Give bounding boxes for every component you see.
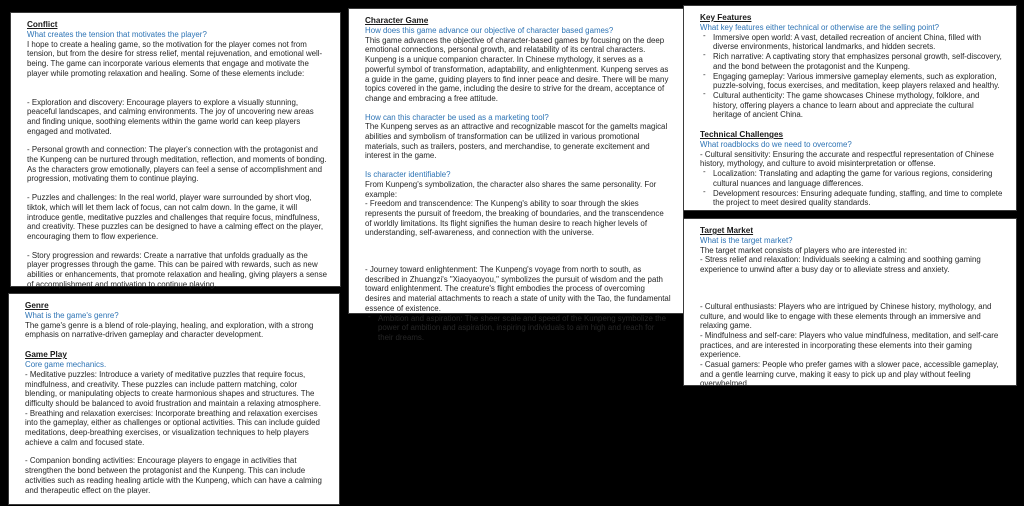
list-item-text: Engaging gameplay: Various immersive gameplay elements, such as exploration, puzzle-solving, focus exercises, and meditation, keep players relaxed and healthy. — [713, 71, 1000, 91]
section-title: Game Play — [25, 350, 67, 360]
spacer — [27, 136, 328, 145]
spacer — [27, 184, 328, 193]
text-box-key-features-technical-challenges[interactable] — [683, 5, 1017, 211]
paragraph: - Casual gamers: People who prefer games with a slower pace, accessible gameplay, and a gentle learning curve, making it easy to pick up and play without feeling overwhelmed. — [700, 360, 999, 389]
list-item — [700, 186, 1004, 208]
spacer — [27, 242, 328, 251]
list-item-text: Cultural authenticity: The game showcases Chinese mythology, folklore, and history, offering players a chance to learn about and appreciate the cultural heritage of ancient China. — [713, 90, 980, 120]
spacer — [365, 238, 671, 265]
spacer — [700, 275, 1004, 302]
paragraph: This game advances the objective of character-based games by focusing on the deep emotional connections, personal growth, and relatability of its central characters. Kunpeng is a unique companion character. In Chinese mythology, it serves as a powerful symbol of transformation, adaptability, and enlightenment. Kunpeng serves as a guide in the game, guiding players to find inner peace and desire. There will be many topics covered in the game, including the desire to strive for the dream, acceptance of change and embracing a free attitude. — [365, 35, 669, 103]
paragraph: From Kunpeng's symbolization, the character also shares the same personality. For example: — [365, 179, 657, 199]
section-title: Conflict — [27, 20, 58, 29]
paragraph: - Stress relief and relaxation: Individuals seeking a calming and soothing gaming experience to unwind after a busy day or to alleviate stress and anxiety. — [700, 255, 981, 275]
paragraph: I hope to create a healing game, so the motivation for the player comes not from tension, but from the desire for stress relief, mental rejuvenation, and emotional well-being. The game can incorporate various elements that engage and motivate the player while promoting relaxation and healing. Some of these elements include: — [27, 39, 323, 78]
question-line: Is character identifiable? — [365, 170, 451, 180]
dash-bullet-icon: - — [703, 186, 706, 196]
section-title: Character Game — [365, 16, 429, 25]
dash-bullet-icon: - — [703, 69, 706, 79]
text-box-conflict[interactable] — [10, 12, 341, 287]
spacer — [25, 340, 327, 350]
question-line: What key features either technical or otherwise are the selling point? — [700, 23, 940, 32]
question-line: What is the target market? — [700, 236, 793, 245]
paragraph: - Cultural sensitivity: Ensuring the accurate and respectful representation of Chinese history, mythology, and culture to avoid misinterpretation or offense. — [700, 149, 994, 169]
list-item-text: Development resources: Ensuring adequate funding, staffing, and time to complete the project to meet desired quality standards. — [713, 188, 1003, 208]
list-item — [365, 311, 671, 343]
section-title: Target Market — [700, 226, 754, 235]
list-item — [700, 88, 1004, 120]
list-item-text: Immersive open world: A vast, detailed recreation of ancient China, filled with diverse environments, historical landmarks, and hidden secrets. — [713, 32, 981, 52]
question-line: How does this game advance our objective of character based games? — [365, 26, 614, 35]
question-line: What is the game's genre? — [25, 311, 119, 320]
question-line: What creates the tension that motivates the player? — [27, 30, 207, 39]
list-item — [700, 30, 1004, 52]
paragraph: - Mindfulness and self-care: Players who value mindfulness, meditation, and self-care practices, and are interested in incorporating these elements into their gaming experience. — [700, 330, 999, 360]
paragraph: - Meditative puzzles: Introduce a variety of meditative puzzles that require focus, mindfulness, and creativity. These puzzles can include pattern matching, color blending, or manipulating objects to create harmonious shapes and structures. The difficulty should be balanced to avoid frustration and maintain a relaxing atmosphere. — [25, 369, 321, 408]
list-item-text: Localization: Translating and adapting the game for various regions, considering cultural nuances and language differences. — [713, 169, 993, 188]
paragraph: - Freedom and transcendence: The Kunpeng's ability to soar through the skies represents the pursuit of freedom, the breaking of boundaries, and the transcendence of worldly limitations. Its flight signifies the human desire to reach higher levels of understanding, self-awareness, and connection with the universe. — [365, 199, 664, 238]
paragraph: The target market consists of players who are interested in: — [700, 245, 908, 255]
list-item — [700, 52, 1004, 71]
dash-bullet-icon: - — [703, 167, 706, 177]
paragraph: - Companion bonding activities: Encourage players to engage in activities that strengthen the bond between the protagonist and the Kunpeng. This can include activities such as reading healing article with the Kunpeng, which can have a calming and therapeutic effect on the player. — [25, 456, 322, 495]
text-box-character-game[interactable] — [348, 8, 684, 342]
spacer — [365, 161, 671, 170]
list-item-text: Rich narrative: A captivating story that emphasizes personal growth, self-discovery, and the bond between the protagonist and the Kunpeng. — [713, 52, 1002, 71]
dash-bullet-icon: - — [703, 30, 706, 40]
spacer — [365, 104, 671, 113]
list-item-text: Ambition and aspiration: The sheer scale and speed of the Kunpeng symbolize the power of ambition and aspiration, inspiring individuals to aim high and reach for their dreams. — [378, 313, 667, 342]
paragraph: - Breathing and relaxation exercises: Incorporate breathing and relaxation exercises into the gameplay, either as challenges or optional activities. This can include guided meditations, deep-breathing exercises, or visualization techniques to help players achieve a calm and focused state. — [25, 408, 320, 447]
paragraph: - Cultural enthusiasts: Players who are intrigued by Chinese history, mythology, and culture, and would like to engage with these elements through an immersive and relaxing game. — [700, 301, 992, 331]
spacer — [700, 120, 1004, 130]
paragraph: - Puzzles and challenges: In the real world, player ware surrounded by short vlog, tiktok, which will let them lack of focus, can not calm down. In the game, it will introduce gentle, meditative puzzles and challenges that require focus, mindfulness, and creativity. These puzzles can be designed to have a calming effect on the player, encouraging them to flow experience. — [27, 193, 324, 241]
section-title: Technical Challenges — [700, 130, 784, 140]
paragraph: The Kunpeng serves as an attractive and recognizable mascot for the gamelts magical abilities and symbolism of transformation can be utilized in various promotional materials, such as trailers, posters, and merchandise, to generate excitement and interest in the game. — [365, 122, 668, 161]
paragraph: The game's genre is a blend of role-playing, healing, and exploration, with a strong emphasis on narrative-driven gameplay and character development. — [25, 320, 314, 340]
question-line: Core game mechanics. — [25, 360, 107, 370]
spacer — [25, 447, 327, 456]
section-title: Key Features — [700, 13, 752, 22]
paragraph: - Story progression and rewards: Create a narrative that unfolds gradually as the player progresses through the game. This can be paired with rewards, such as new abilities or enhancements, that promote relaxation and healing, giving players a sense of accomplishment and motivation to continue playing. — [27, 250, 328, 289]
dash-bullet-icon: - — [703, 50, 706, 60]
dash-bullet-icon: - — [703, 88, 706, 98]
paragraph: - Personal growth and connection: The player's connection with the protagonist and the Kunpeng can be nurtured through meditation, reflection, and moments of bonding. As the characters grow emotionally, players can feel a sense of accomplishment and progression, motivating them to continue playing. — [27, 145, 327, 184]
dash-bullet-icon: - — [368, 311, 371, 321]
spacer — [27, 79, 328, 98]
paragraph: - Exploration and discovery: Encourage players to explore a visually stunning, peaceful landscapes, and calming environments. The joy of uncovering new areas and finding unique, soothing elements within the game world can keep players engaged and motivated. — [27, 97, 314, 136]
text-box-target-market[interactable] — [683, 218, 1017, 389]
list-item — [700, 169, 1004, 188]
text-box-genre-gameplay[interactable] — [8, 293, 340, 505]
question-line: What roadblocks do we need to overcome? — [700, 140, 852, 150]
list-item — [700, 69, 1004, 91]
question-line: How can this character be used as a marketing tool? — [365, 112, 549, 122]
section-title: Genre — [25, 301, 49, 310]
paragraph: - Journey toward enlightenment: The Kunpeng's voyage from north to south, as described in Zhuangzi's "Xiaoyaoyou," symbolizes the pursuit of wisdom and the path toward enlightenment. The creature's flight embodies the process of overcoming desires and material attachments to reach a state of unity with the Tao, the fundamental essence of existence. — [365, 265, 671, 313]
